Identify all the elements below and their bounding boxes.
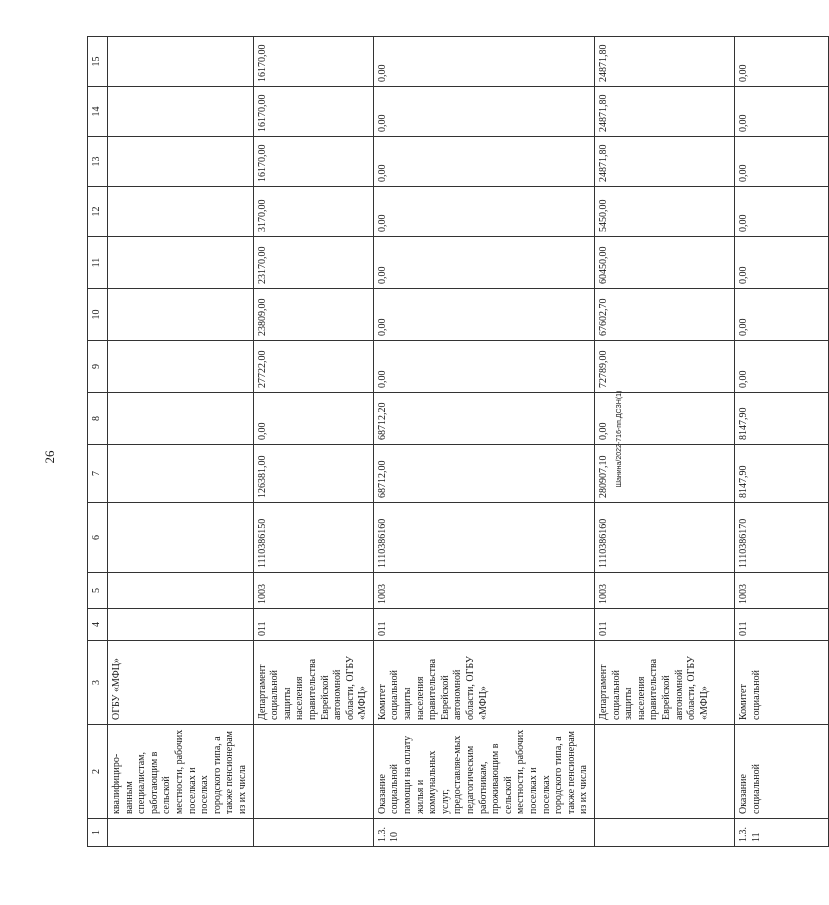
- data-cell: [108, 573, 254, 609]
- header-cell: 7: [88, 445, 108, 503]
- data-cell: 23170,00: [253, 237, 373, 289]
- header-cell: 14: [88, 87, 108, 137]
- data-cell: [108, 289, 254, 341]
- data-cell: 60450,00: [594, 237, 734, 289]
- data-cell: 0,00: [594, 393, 734, 445]
- data-cell: [108, 137, 254, 187]
- budget-table: [87, 36, 829, 847]
- data-cell: 1110386160: [594, 503, 734, 573]
- data-cell: 67602,70: [594, 289, 734, 341]
- row-number-cell: 1.3.10: [373, 819, 594, 847]
- header-cell: 11: [88, 237, 108, 289]
- measure-name-cell: [594, 725, 734, 819]
- table-row: [734, 37, 828, 847]
- data-cell: 24871,80: [594, 137, 734, 187]
- header-row: [88, 37, 108, 847]
- data-cell: 16170,00: [253, 87, 373, 137]
- header-cell: 13: [88, 137, 108, 187]
- data-cell: 3170,00: [253, 187, 373, 237]
- data-cell: 1003: [734, 573, 828, 609]
- data-cell: 280907,10: [594, 445, 734, 503]
- data-cell: [108, 37, 254, 87]
- data-cell: [108, 341, 254, 393]
- executor-cell: ОГБУ «МФЦ»: [108, 641, 254, 725]
- data-cell: 5450,00: [594, 187, 734, 237]
- data-cell: [108, 187, 254, 237]
- data-cell: [108, 393, 254, 445]
- measure-name-cell: Оказание социальной: [734, 725, 828, 819]
- header-cell: 9: [88, 341, 108, 393]
- data-cell: 0,00: [373, 341, 594, 393]
- header-cell: 2: [88, 725, 108, 819]
- data-cell: 1003: [373, 573, 594, 609]
- table-row: [594, 37, 734, 847]
- data-cell: 72789,00: [594, 341, 734, 393]
- data-cell: 0,00: [734, 289, 828, 341]
- data-cell: [108, 445, 254, 503]
- table-row: [373, 37, 594, 847]
- header-cell: 15: [88, 37, 108, 87]
- header-cell: 5: [88, 573, 108, 609]
- row-number-cell: [253, 819, 373, 847]
- data-cell: [108, 237, 254, 289]
- data-cell: 16170,00: [253, 37, 373, 87]
- data-cell: 1110386160: [373, 503, 594, 573]
- table-row: [108, 37, 254, 847]
- data-cell: 23809,00: [253, 289, 373, 341]
- table-row: [253, 37, 373, 847]
- data-cell: 0,00: [373, 87, 594, 137]
- executor-cell: Комитет социальной: [734, 641, 828, 725]
- row-number-cell: 1.3.11: [734, 819, 828, 847]
- data-cell: 011: [594, 609, 734, 641]
- data-cell: 0,00: [734, 87, 828, 137]
- row-number-cell: [594, 819, 734, 847]
- data-cell: 27722,00: [253, 341, 373, 393]
- data-cell: 68712,00: [373, 445, 594, 503]
- measure-name-cell: [253, 725, 373, 819]
- data-cell: 1110386150: [253, 503, 373, 573]
- header-cell: 1: [88, 819, 108, 847]
- data-cell: 011: [734, 609, 828, 641]
- data-cell: 0,00: [734, 237, 828, 289]
- data-cell: 24871,80: [594, 37, 734, 87]
- data-cell: 8147,90: [734, 393, 828, 445]
- measure-name-cell: квалифициро-ванным специалистам, работающим в сельской местности, рабочих поселках и поселках городского типа, а также пенсионерам из их числа: [108, 725, 254, 819]
- measure-name-cell: Оказание социальной помощи на оплату жилья и коммунальных услуг, предоставляе-мых педагогическим работникам, проживающим в сельской местности, рабочих поселках и поселках городского типа, а также пенсионерам из их числа: [373, 725, 594, 819]
- data-cell: 126381,00: [253, 445, 373, 503]
- data-cell: 0,00: [373, 187, 594, 237]
- header-cell: 8: [88, 393, 108, 445]
- row-number-cell: [108, 819, 254, 847]
- data-cell: 8147,90: [734, 445, 828, 503]
- header-cell: 10: [88, 289, 108, 341]
- data-cell: [108, 609, 254, 641]
- data-cell: 68712,20: [373, 393, 594, 445]
- data-cell: 1003: [594, 573, 734, 609]
- data-cell: 1110386170: [734, 503, 828, 573]
- executor-cell: Департамент социальной защиты населения правительства Еврейской автономной области, ОГБУ «МФЦ»: [594, 641, 734, 725]
- header-cell: 4: [88, 609, 108, 641]
- executor-cell: Департамент социальной защиты населения правительства Еврейской автономной области, ОГБУ «МФЦ»: [253, 641, 373, 725]
- page-number: 26: [42, 450, 57, 464]
- header-cell: 3: [88, 641, 108, 725]
- data-cell: 0,00: [373, 137, 594, 187]
- data-cell: 0,00: [373, 289, 594, 341]
- data-cell: 0,00: [373, 237, 594, 289]
- data-cell: 16170,00: [253, 137, 373, 187]
- data-cell: 011: [373, 609, 594, 641]
- data-cell: [108, 87, 254, 137]
- data-cell: 0,00: [734, 37, 828, 87]
- document-reference-note: Шанина/2022-716-пп.ДСЗН(1): [616, 390, 623, 488]
- data-cell: 0,00: [373, 37, 594, 87]
- data-cell: 0,00: [734, 187, 828, 237]
- executor-cell: Комитет социальной защиты населения правительства Еврейской автономной области, ОГБУ «МФЦ»: [373, 641, 594, 725]
- data-cell: 011: [253, 609, 373, 641]
- header-cell: 12: [88, 187, 108, 237]
- data-cell: 0,00: [253, 393, 373, 445]
- data-cell: 0,00: [734, 341, 828, 393]
- data-cell: 24871,80: [594, 87, 734, 137]
- data-cell: 1003: [253, 573, 373, 609]
- data-cell: 0,00: [734, 137, 828, 187]
- data-cell: [108, 503, 254, 573]
- header-cell: 6: [88, 503, 108, 573]
